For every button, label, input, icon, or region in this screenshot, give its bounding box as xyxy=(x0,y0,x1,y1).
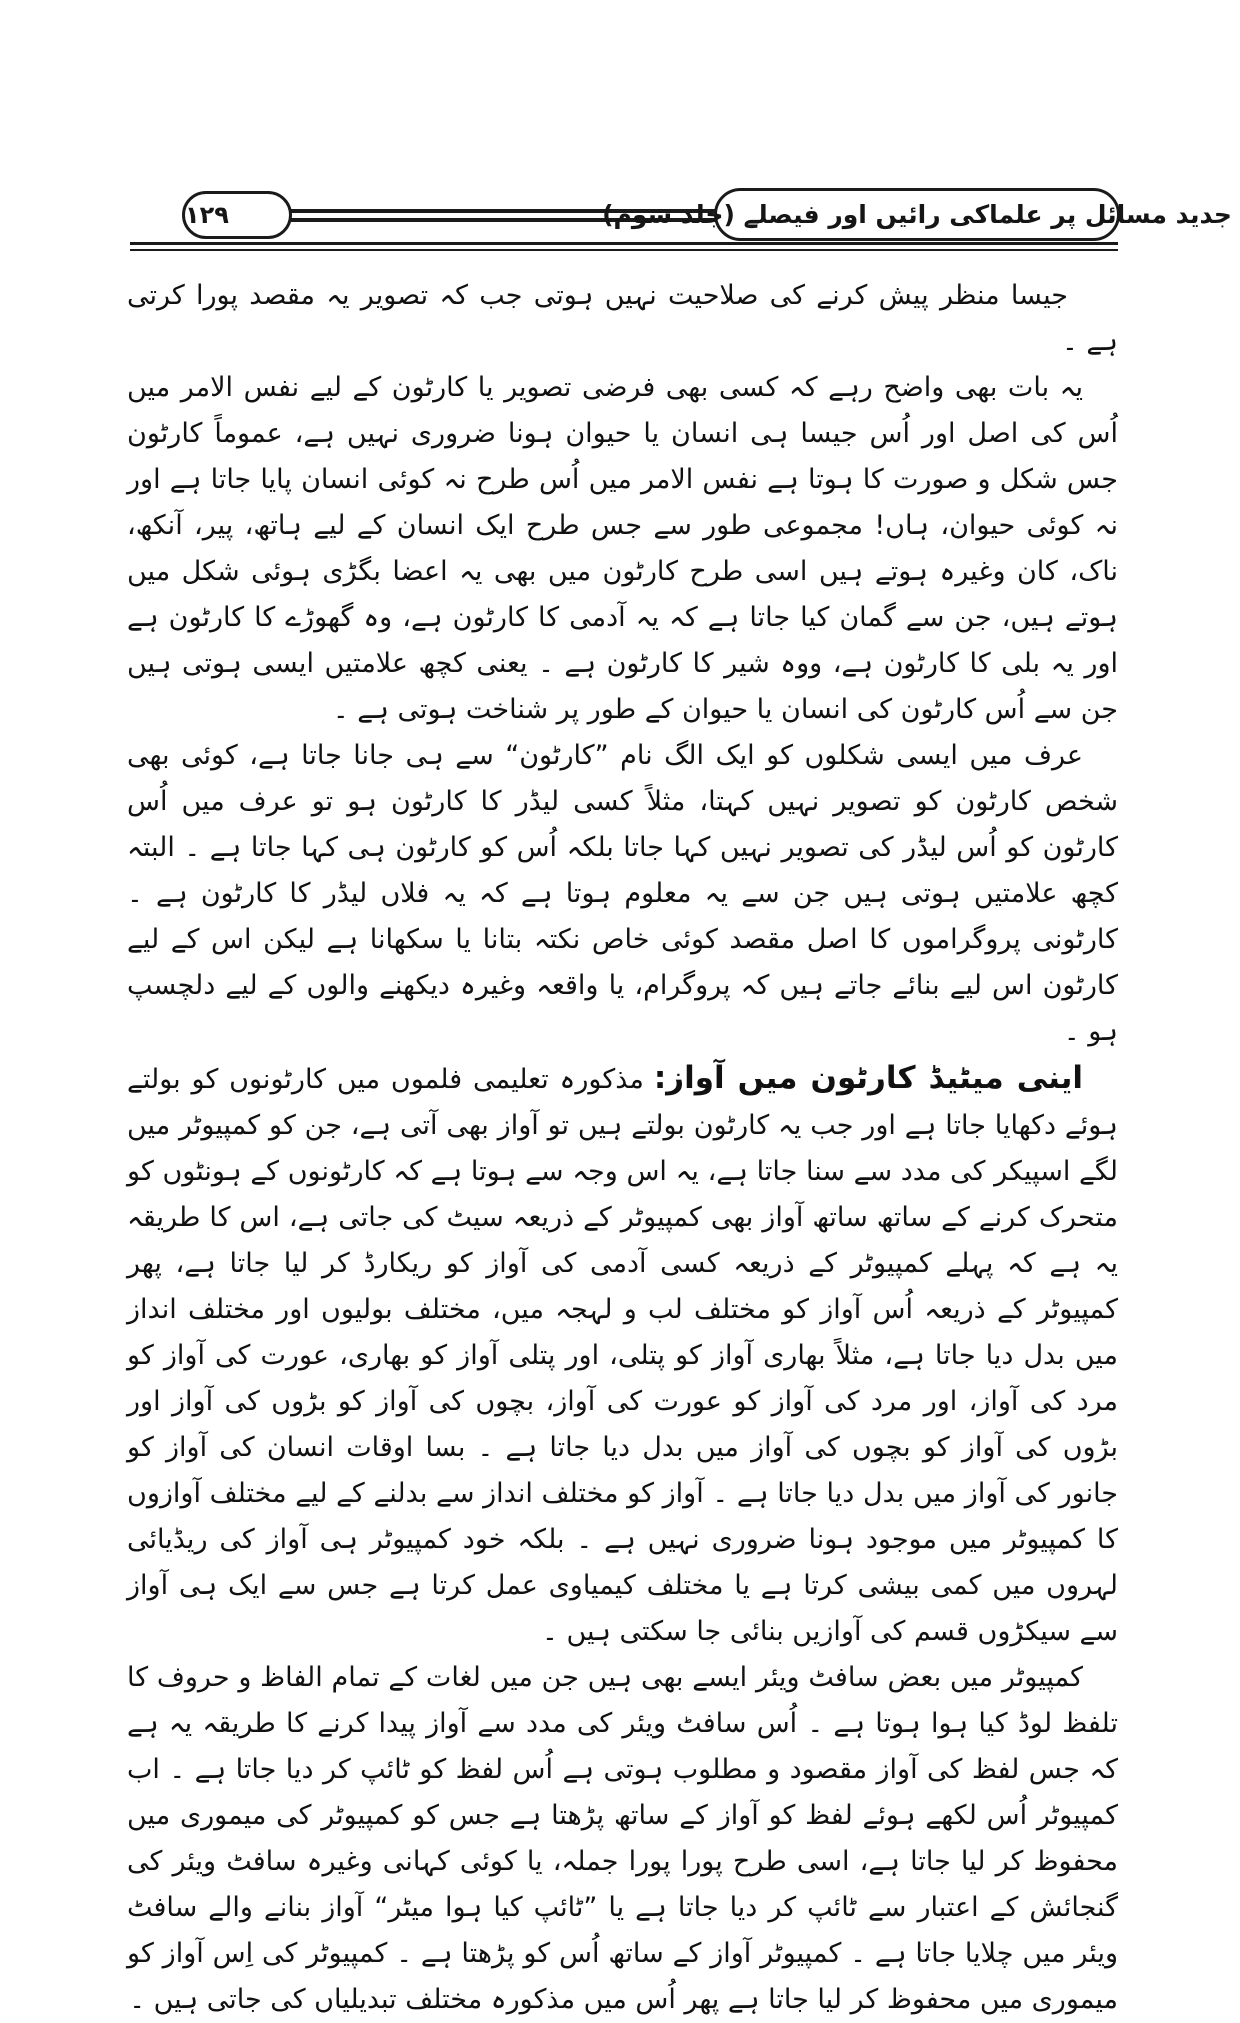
paragraph-1: جیسا منظر پیش کرنے کی صلاحیت نہیں ہوتی جب کہ تصویر یہ مقصد پورا کرتی ہے ۔ xyxy=(127,280,1118,357)
section-heading: اینی میٹیڈ کارٹون میں آواز: xyxy=(653,1060,1083,1096)
header-title: جدید مسائل پر علماکی رائیں اور فیصلے (جلد سوم) xyxy=(602,200,1232,229)
paragraph-2: یہ بات بھی واضح رہے کہ کسی بھی فرضی تصویر یا کارٹون کے لیے نفس الامر میں اُس کی اصل اور اُس جیسا ہی انسان یا حیوان ہونا ضروری نہیں ہے، عموماً کارٹون جس شکل و صورت کا ہوتا ہے نفس الامر میں اُس طرح نہ کوئی انسان پایا جاتا ہے اور نہ کوئی حیوان، ہاں! مجموعی طور سے جس طرح ایک انسان کے لیے ہاتھ، پیر، آنکھ، ناک، کان وغیرہ ہوتے ہیں اسی طرح کارٹون میں بھی یہ اعضا بگڑی ہوئی شکل میں ہوتے ہیں، جن سے گمان کیا جاتا ہے کہ یہ آدمی کا کارٹون ہے، وہ گھوڑے کا کارٹون ہے اور یہ بلی کا کارٹون ہے، ووہ شیر کا کارٹون ہے ۔ یعنی کچھ علامتیں ایسی ہوتی ہیں جن سے اُس کارٹون کی انسان یا حیوان کے طور پر شناخت ہوتی ہے ۔ xyxy=(127,372,1118,725)
paragraph-4 xyxy=(127,1055,1118,1655)
header-title-badge xyxy=(602,188,1232,241)
page-body xyxy=(127,273,1118,2023)
paragraph-3: عرف میں ایسی شکلوں کو ایک الگ نام ”کارٹون“ سے ہی جانا جاتا ہے، کوئی بھی شخص کارٹون کو تصویر نہیں کہتا، مثلاً کسی لیڈر کا کارٹون ہو تو عرف میں اُس کارٹون کو اُس لیڈر کی تصویر نہیں کہا جاتا بلکہ اُس کو کارٹون ہی کہا جاتا ہے ۔ البتہ کچھ علامتیں ہوتی ہیں جن سے یہ معلوم ہوتا ہے کہ یہ فلاں لیڈر کا کارٹون ہے ۔ کارٹونی پروگراموں کا اصل مقصد کوئی خاص نکتہ بتانا یا سکھانا ہے لیکن اس کے لیے کارٹون اس لیے بنائے جاتے ہیں کہ پروگرام، یا واقعہ وغیرہ دیکھنے والوں کے لیے دلچسپ ہو ۔ xyxy=(127,740,1118,1047)
paragraph-4-text: مذکورہ تعلیمی فلموں میں کارٹونوں کو بولتے ہوئے دکھایا جاتا ہے اور جب یہ کارٹون بولتے ہیں تو آواز بھی آتی ہے، جن کو کمپیوٹر میں لگے اسپیکر کی مدد سے سنا جاتا ہے، یہ اس وجہ سے ہوتا ہے کہ کارٹونوں کے ہونٹوں کو متحرک کرنے کے ساتھ ساتھ آواز بھی کمپیوٹر کے ذریعہ سیٹ کی جاتی ہے، اس کا طریقہ یہ ہے کہ پہلے کمپیوٹر کے ذریعہ کسی آدمی کی آواز کو ریکارڈ کر لیا جاتا ہے، پھر کمپیوٹر کے ذریعہ اُس آواز کو مختلف لب و لہجہ میں، مختلف بولیوں اور مختلف انداز میں بدل دیا جاتا ہے، مثلاً بھاری آواز کو پتلی، اور پتلی آواز کو بھاری، عورت کی آواز کو مرد کی آواز، اور مرد کی آواز کو عورت کی آواز، بچوں کی آواز کو بڑوں کی آواز اور بڑوں کی آواز کو بچوں کی آواز میں بدل دیا جاتا ہے ۔ بسا اوقات انسان کی آواز کو جانور کی آواز میں بدل دیا جاتا ہے ۔ آواز کو مختلف انداز سے بدلنے کے لیے مختلف آوازوں کا کمپیوٹر میں موجود ہونا ضروری نہیں ہے ۔ بلکہ خود کمپیوٹر ہی آواز کی ریڈیائی لہروں میں کمی بیشی کرتا ہے یا مختلف کیمیاوی عمل کرتا ہے جس سے ایک ہی آواز سے سیکڑوں قسم کی آوازیں بنائی جا سکتی ہیں ۔ xyxy=(127,1064,1118,1647)
page-number: ۱۲۹ xyxy=(185,201,229,229)
page-number-badge xyxy=(182,191,292,239)
paragraph-5: کمپیوٹر میں بعض سافٹ ویئر ایسے بھی ہیں جن میں لغات کے تمام الفاظ و حروف کا تلفظ لوڈ کیا ہوا ہوتا ہے ۔ اُس سافٹ ویئر کی مدد سے آواز پیدا کرنے کا طریقہ یہ ہے کہ جس لفظ کی آواز مقصود و مطلوب ہوتی ہے اُس لفظ کو ٹائپ کر دیا جاتا ہے ۔ اب کمپیوٹر اُس لکھے ہوئے لفظ کو آواز کے ساتھ پڑھتا ہے جس کو کمپیوٹر کی میموری میں محفوظ کر لیا جاتا ہے، اسی طرح پورا پورا جملہ، یا کوئی کہانی وغیرہ سافٹ ویئر کی گنجائش کے اعتبار سے ٹائپ کر دیا جاتا ہے یا ”ٹائپ کیا ہوا میٹر“ آواز بنانے والے سافٹ ویئر میں چلایا جاتا ہے ۔ کمپیوٹر آواز کے ساتھ اُس کو پڑھتا ہے ۔ کمپیوٹر کی اِس آواز کو میموری میں محفوظ کر لیا جاتا ہے پھر اُس میں مذکورہ مختلف تبدیلیاں کی جاتی ہیں ۔ xyxy=(127,1662,1118,2015)
header-separator-rule xyxy=(130,242,1118,251)
